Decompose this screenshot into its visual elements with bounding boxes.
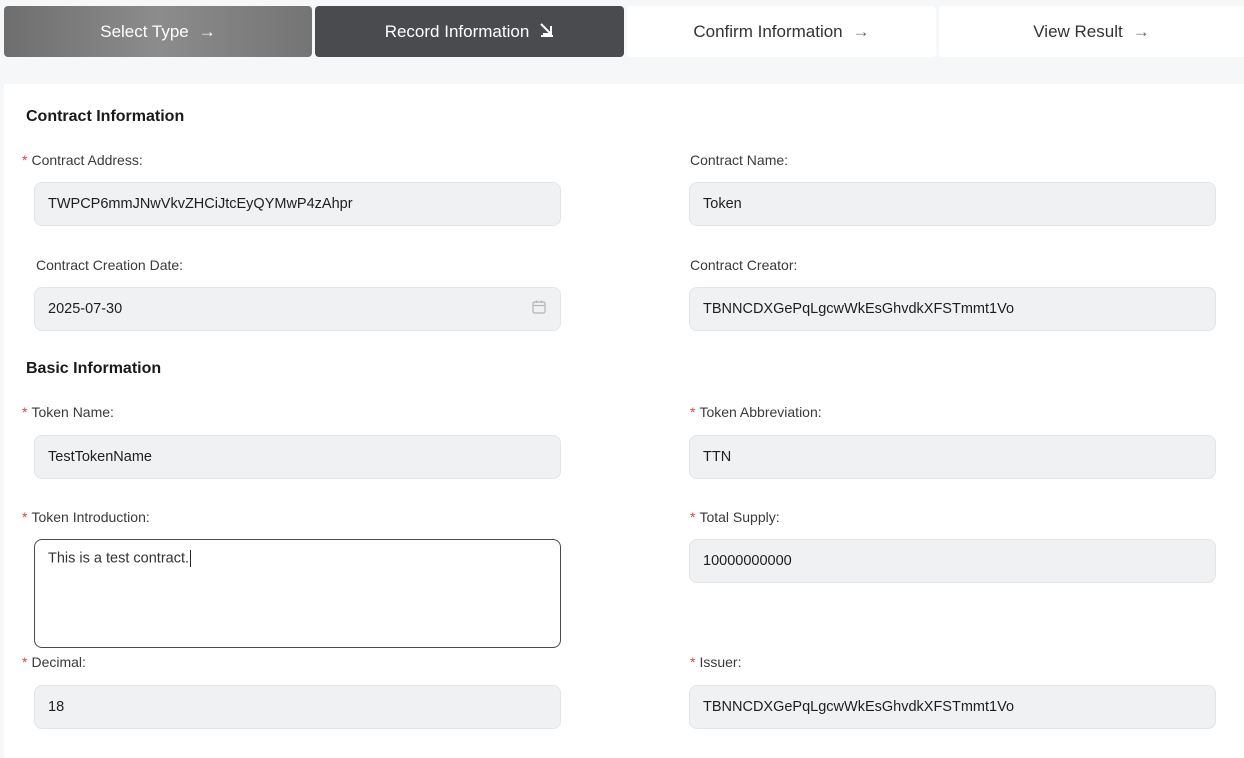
token-name-field[interactable] <box>34 435 561 479</box>
contract-creation-date-field[interactable] <box>34 287 561 331</box>
decimal-label: * Decimal: <box>22 654 86 670</box>
step-view-result[interactable] <box>939 6 1244 57</box>
form-panel <box>4 84 1244 758</box>
contract-address-value: TWPCP6mmJNwVkvZHCiJtcEyQYMwP4zAhpr <box>48 196 353 212</box>
required-marker: * <box>690 404 696 420</box>
step-label: Select Type <box>100 21 189 41</box>
contract-name-field[interactable] <box>689 182 1216 226</box>
total-supply-value: 10000000000 <box>703 553 792 569</box>
required-marker: * <box>22 654 28 670</box>
step-label: View Result <box>1033 21 1123 41</box>
step-select-type[interactable] <box>4 6 312 57</box>
token-abbreviation-field[interactable] <box>689 435 1216 479</box>
token-abbreviation-label: * Token Abbreviation: <box>690 404 822 420</box>
issuer-field[interactable] <box>689 685 1216 729</box>
arrow-right-icon: → <box>1132 21 1150 41</box>
contract-name-value: Token <box>703 196 742 212</box>
required-marker: * <box>22 509 28 525</box>
arrow-right-icon: → <box>852 21 870 41</box>
required-marker: * <box>690 509 696 525</box>
required-marker: * <box>22 152 28 168</box>
contract-creator-field[interactable] <box>689 287 1216 331</box>
progress-steps <box>4 6 1244 57</box>
issuer-label: * Issuer: <box>690 654 742 670</box>
step-label: Confirm Information <box>693 21 843 41</box>
required-marker: * <box>690 654 696 670</box>
arrow-down-right-icon <box>539 22 554 42</box>
step-label: Record Information <box>384 21 530 41</box>
text-caret <box>190 550 191 567</box>
token-introduction-value: This is a test contract. <box>48 550 190 567</box>
basic-information-heading: Basic Information <box>26 360 162 377</box>
required-marker: * <box>22 404 28 420</box>
calendar-icon[interactable] <box>531 299 547 319</box>
arrow-right-icon: → <box>198 21 216 41</box>
contract-creator-label: Contract Creator: <box>690 257 798 273</box>
total-supply-label: * Total Supply: <box>690 509 780 525</box>
contract-creation-date-value: 2025-07-30 <box>48 301 123 317</box>
decimal-value: 18 <box>48 699 65 715</box>
contract-address-field[interactable] <box>34 182 561 226</box>
contract-creator-value: TBNNCDXGePqLgcwWkEsGhvdkXFSTmmt1Vo <box>703 301 1015 317</box>
issuer-value: TBNNCDXGePqLgcwWkEsGhvdkXFSTmmt1Vo <box>703 699 1015 715</box>
contract-name-label: Contract Name: <box>690 152 789 168</box>
token-name-value: TestTokenName <box>48 449 152 465</box>
token-name-label: * Token Name: <box>22 404 114 420</box>
step-record-information[interactable] <box>315 6 624 57</box>
contract-address-label: * Contract Address: <box>22 152 143 168</box>
step-confirm-information[interactable] <box>627 6 936 57</box>
decimal-field[interactable] <box>34 685 561 729</box>
total-supply-field[interactable] <box>689 539 1216 583</box>
token-abbreviation-value: TTN <box>703 449 732 465</box>
token-introduction-textarea[interactable] <box>34 539 561 648</box>
contract-information-heading: Contract Information <box>26 108 185 125</box>
contract-creation-date-label: Contract Creation Date: <box>36 257 184 273</box>
token-introduction-label: * Token Introduction: <box>22 509 150 525</box>
